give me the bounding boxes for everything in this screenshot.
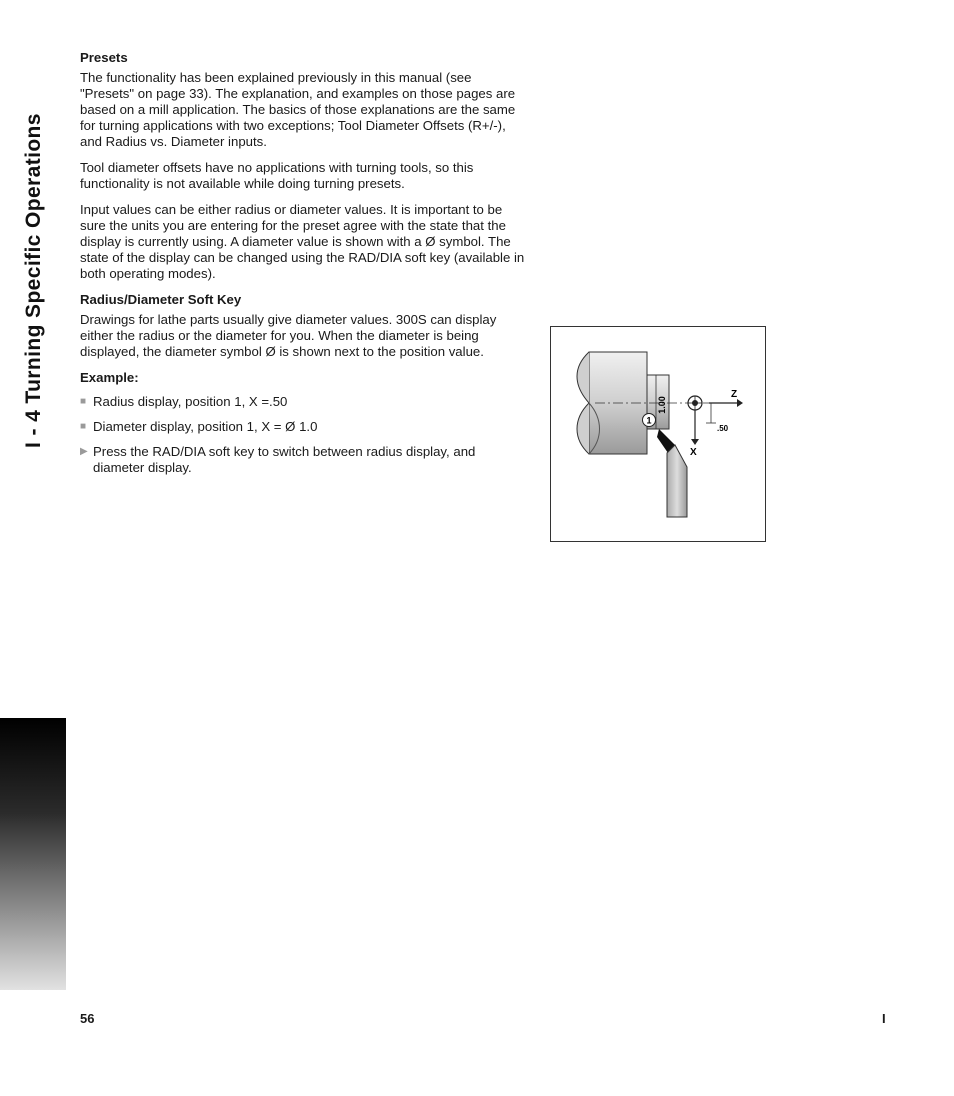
radius-diameter-paragraph: Drawings for lathe parts usually give diameter values. 300S can display either the radius or the diameter for you. When the diameter is being displayed, the diameter symbol Ø is shown next to the position value.: [80, 312, 497, 359]
position-marker: [643, 414, 656, 427]
x-axis-arrow: [690, 410, 699, 458]
cutting-tool: [657, 429, 687, 517]
presets-paragraph-1: The functionality has been explained previously in this manual (see "Presets" on page 33). The explanation, and examples on those pages are based on a mill application. The basics of those explanations are the same for turning applications with two exceptions; Tool Diameter Offsets (R+/-), and Radius vs. Diameter inputs.: [80, 70, 516, 149]
z-axis-arrow: [709, 389, 743, 407]
list-item: [80, 444, 525, 476]
label-z: Z: [731, 389, 738, 400]
square-bullet-icon: ■: [80, 396, 87, 407]
presets-heading: Presets: [80, 50, 128, 65]
square-bullet-icon: ■: [80, 421, 87, 432]
section-marker: I: [882, 1011, 886, 1026]
presets-paragraph-3: Input values can be either radius or diameter values. It is important to be sure the units you are entering for the preset agree with the state that the display is currently using. A diameter value is shown with a Ø symbol. The state of the display can be changed using the RAD/DIA soft key (available in both operating modes).: [80, 202, 525, 281]
lathe-diagram: [551, 327, 765, 541]
datum-symbol: [688, 396, 702, 410]
list-item: [80, 419, 525, 435]
presets-paragraph-2: Tool diameter offsets have no applications with turning tools, so this functionality is not available while doing turning presets.: [80, 160, 474, 191]
list-item: [80, 394, 525, 410]
step-text: Press the RAD/DIA soft key to switch between radius display, and diameter display.: [93, 444, 476, 475]
chapter-side-title: I - 4 Turning Specific Operations: [22, 113, 45, 448]
label-100: 1.00: [657, 396, 667, 414]
bullet-text-radius: Radius display, position 1, X =.50: [93, 394, 288, 409]
main-column: [80, 50, 525, 485]
chapter-tab-gradient: [0, 718, 66, 990]
label-x: X: [690, 447, 697, 458]
triangle-step-icon: ▶: [80, 446, 88, 457]
example-heading: Example:: [80, 370, 139, 385]
label-050: .50: [717, 424, 729, 433]
bullet-text-diameter: Diameter display, position 1, X = Ø 1.0: [93, 419, 318, 434]
radius-diameter-heading: Radius/Diameter Soft Key: [80, 292, 242, 307]
label-position-1: 1: [646, 415, 652, 426]
lathe-figure: [550, 326, 766, 542]
page-number: 56: [80, 1011, 95, 1026]
dimension-radius: [706, 403, 729, 433]
